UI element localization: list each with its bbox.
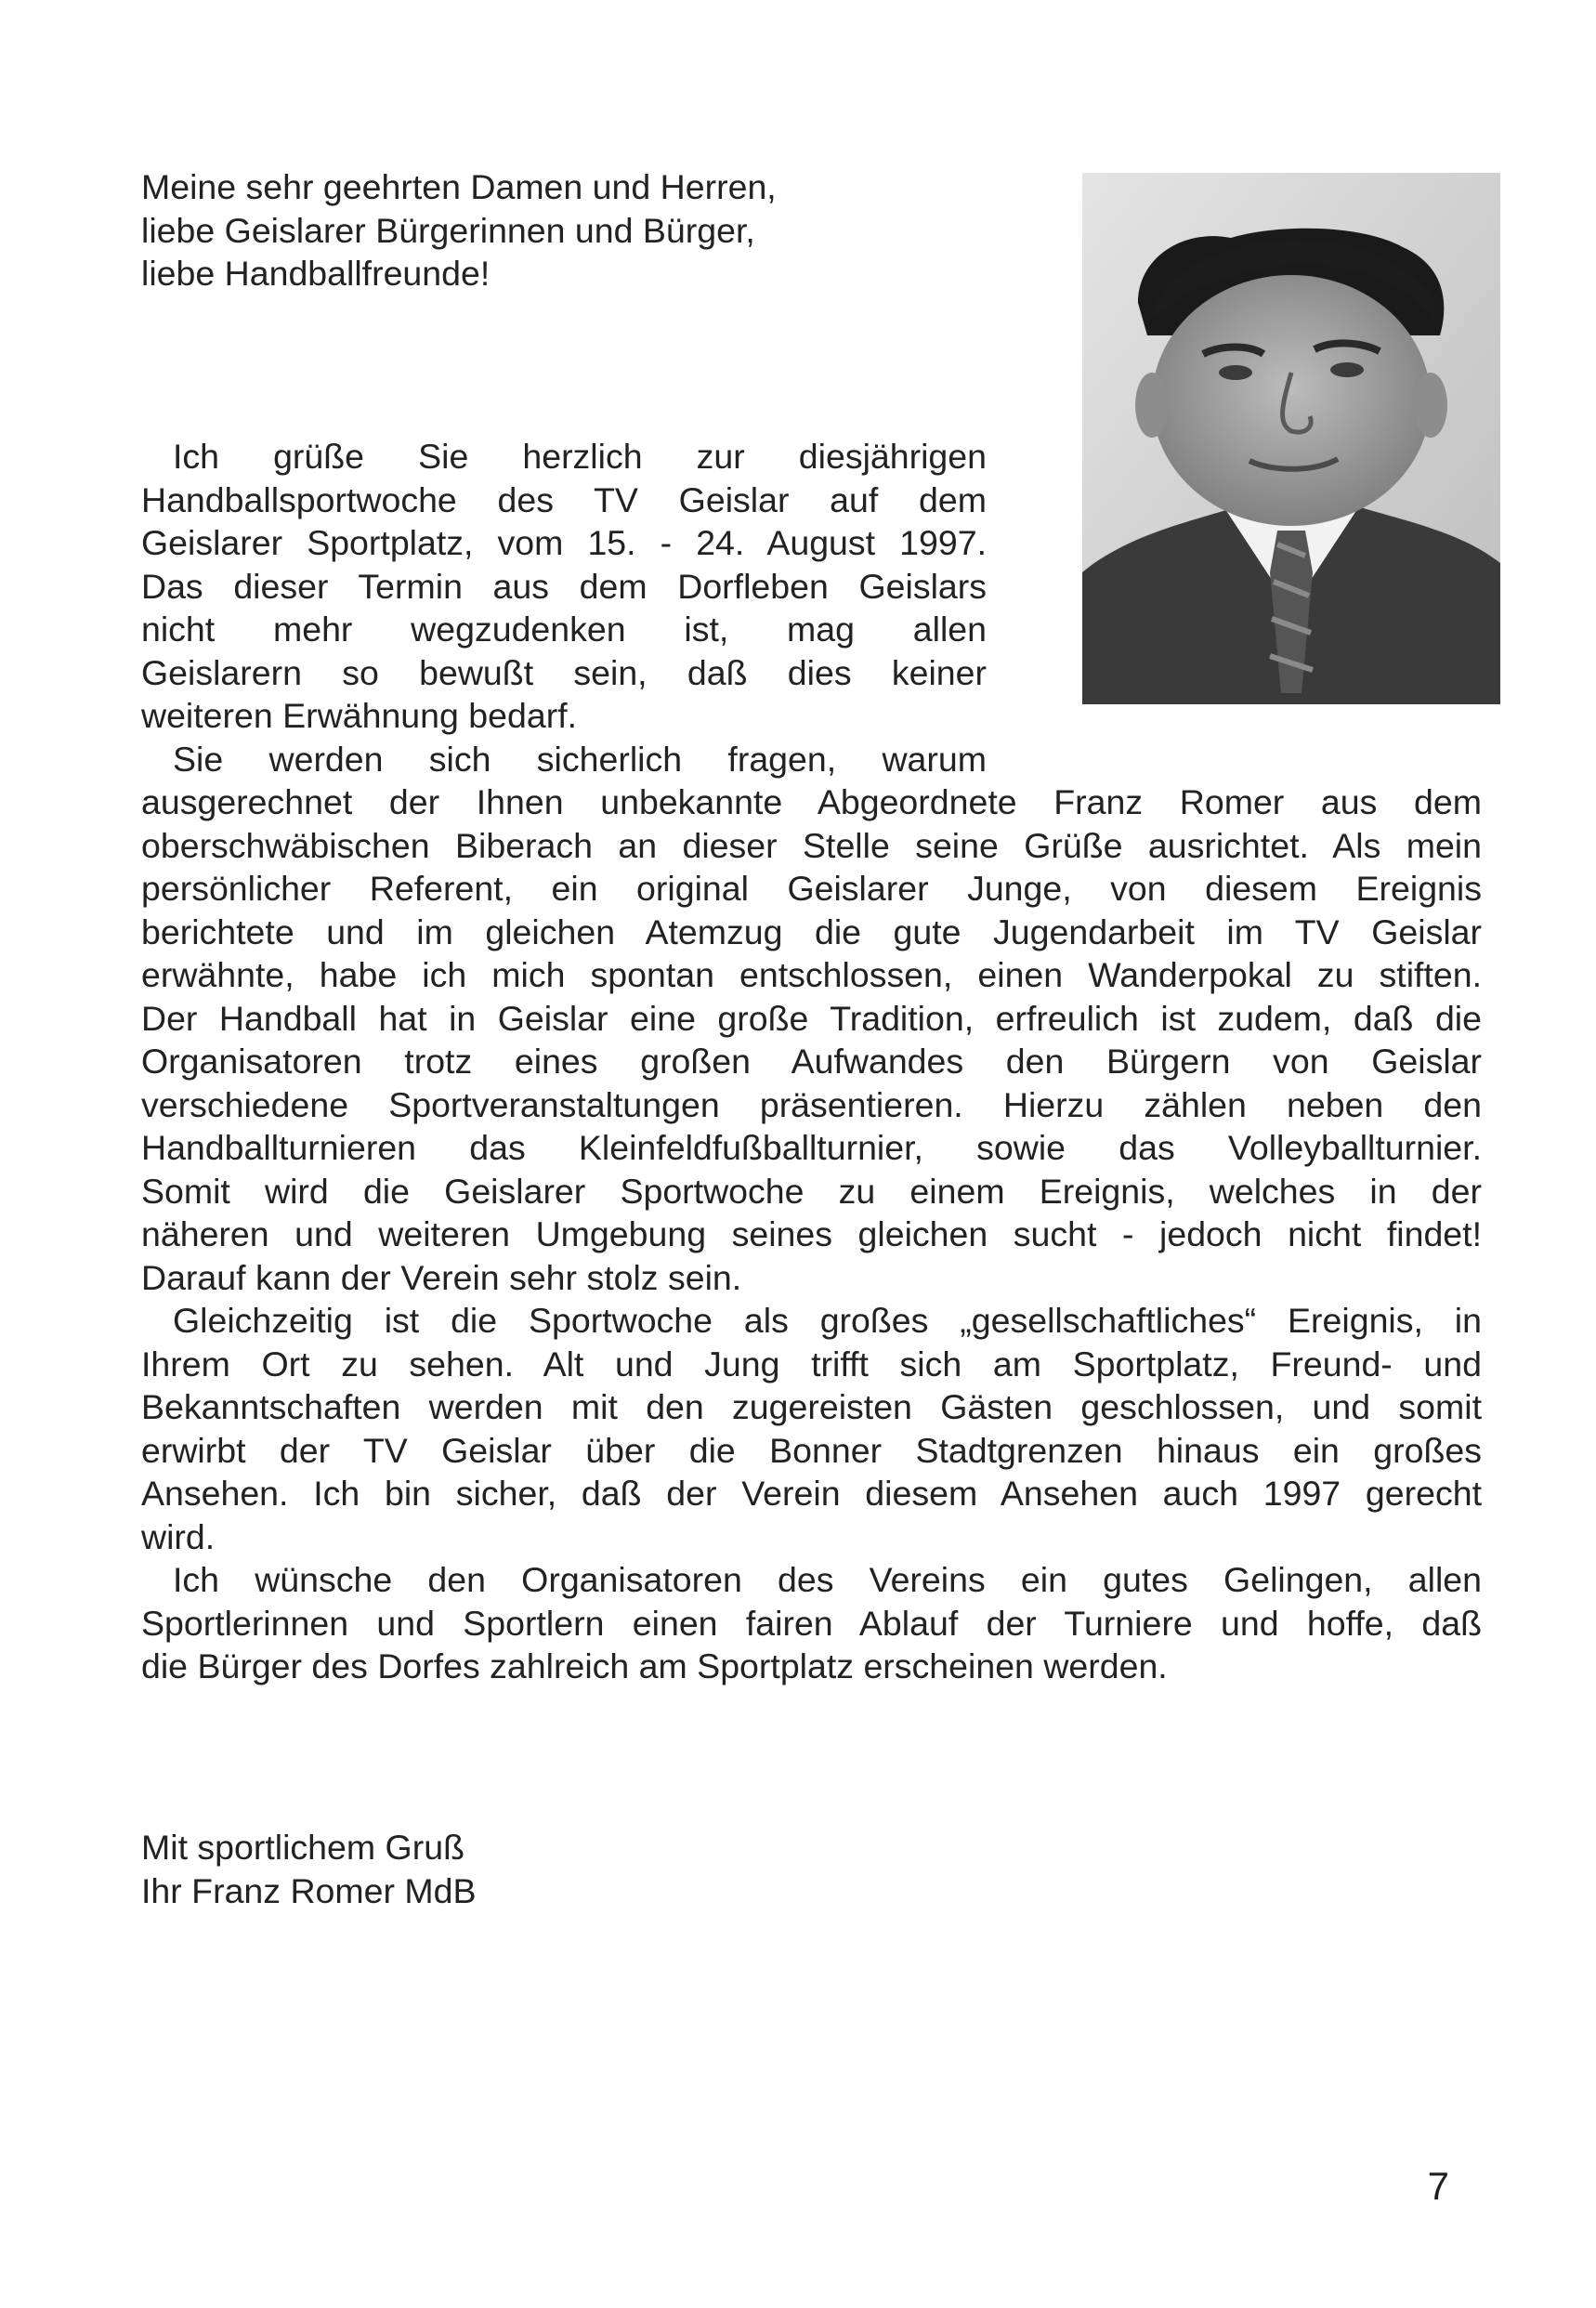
page-number: 7	[1427, 2164, 1449, 2208]
paragraph-line: Handballsportwoche des TV Geislar auf dem	[141, 479, 987, 519]
paragraph-line: Ich grüße Sie herzlich zur diesjährigen	[173, 437, 987, 476]
salutation-line: Meine sehr geehrten Damen und Herren,	[141, 167, 777, 206]
paragraph-line: Gleichzeitig ist die Sportwoche als großes „gesellschaftliches“ Ereignis, in	[173, 1301, 1482, 1340]
salutation-line: liebe Geislarer Bürgerinnen und Bürger,	[141, 210, 755, 250]
portrait-photo	[1082, 173, 1500, 704]
paragraph-line: Das dieser Termin aus dem Dorfleben Geislars	[141, 566, 987, 606]
paragraph-line: Bekanntschaften werden mit den zugereisten Gästen geschlossen, und somit	[141, 1387, 1482, 1426]
paragraph-line: Organisatoren trotz eines großen Aufwandes den Bürgern von Geislar	[141, 1042, 1482, 1081]
salutation	[141, 165, 977, 295]
portrait-image	[1082, 173, 1500, 704]
paragraph-line: Geislarer Sportplatz, vom 15. - 24. August 1997.	[141, 523, 987, 562]
paragraph-line: oberschwäbischen Biberach an dieser Stelle seine Grüße ausrichtet. Als mein	[141, 825, 1482, 865]
paragraph-line: Darauf kann der Verein sehr stolz sein.	[141, 1257, 742, 1297]
paragraph-line: wird.	[141, 1516, 216, 1556]
paragraph-line: verschiedene Sportveranstaltungen präsentieren. Hierzu zählen neben den	[141, 1084, 1482, 1124]
paragraph-line: erwirbt der TV Geislar über die Bonner Stadtgrenzen hinaus ein großes	[141, 1430, 1482, 1470]
closing-line: Mit sportlichem Gruß	[141, 1828, 464, 1867]
letter-body	[141, 780, 1482, 1688]
paragraph-line: die Bürger des Dorfes zahlreich am Sportplatz erscheinen werden.	[141, 1646, 1168, 1685]
paragraph-line: Ansehen. Ich bin sicher, daß der Verein diesem Ansehen auch 1997 gerecht	[141, 1474, 1482, 1513]
paragraph-line: Ich wünsche den Organisatoren des Vereins ein gutes Gelingen, allen	[173, 1560, 1482, 1599]
paragraph-line: Ihrem Ort zu sehen. Alt und Jung trifft sich am Sportplatz, Freund- und	[141, 1344, 1482, 1383]
paragraph-line: Der Handball hat in Geislar eine große Tradition, erfreulich ist zudem, daß die	[141, 998, 1482, 1038]
paragraph-line: Handballturnieren das Kleinfeldfußballturnier, sowie das Volleyballturnier.	[141, 1128, 1482, 1167]
signer-name: Ihr Franz Romer MdB	[141, 1870, 477, 1910]
paragraph-line: Geislarern so bewußt sein, daß dies keiner	[141, 652, 987, 692]
letter-intro-paragraph	[141, 435, 987, 780]
paragraph-line: erwähnte, habe ich mich spontan entschlossen, einen Wanderpokal zu stiften.	[141, 955, 1482, 994]
paragraph-line: Somit wird die Geislarer Sportwoche zu einem Ereignis, welches in der	[141, 1171, 1482, 1211]
signature-block	[141, 1826, 977, 1912]
paragraph-line: Sie werden sich sicherlich fragen, warum	[173, 739, 987, 779]
paragraph-line: berichtete und im gleichen Atemzug die gute Jugendarbeit im TV Geislar	[141, 911, 1482, 951]
salutation-line: liebe Handballfreunde!	[141, 254, 491, 293]
paragraph-line: Sportlerinnen und Sportlern einen fairen Ablauf der Turniere und hoffe, daß	[141, 1603, 1482, 1643]
paragraph-line: persönlicher Referent, ein original Geislarer Junge, von diesem Ereignis	[141, 869, 1482, 908]
paragraph-line: weiteren Erwähnung bedarf.	[141, 696, 578, 735]
paragraph-line: ausgerechnet der Ihnen unbekannte Abgeordnete Franz Romer aus dem	[141, 782, 1482, 821]
paragraph-line: nicht mehr wegzudenken ist, mag allen	[141, 610, 987, 649]
paragraph-line: näheren und weiteren Umgebung seines gleichen sucht - jedoch nicht findet!	[141, 1214, 1482, 1253]
